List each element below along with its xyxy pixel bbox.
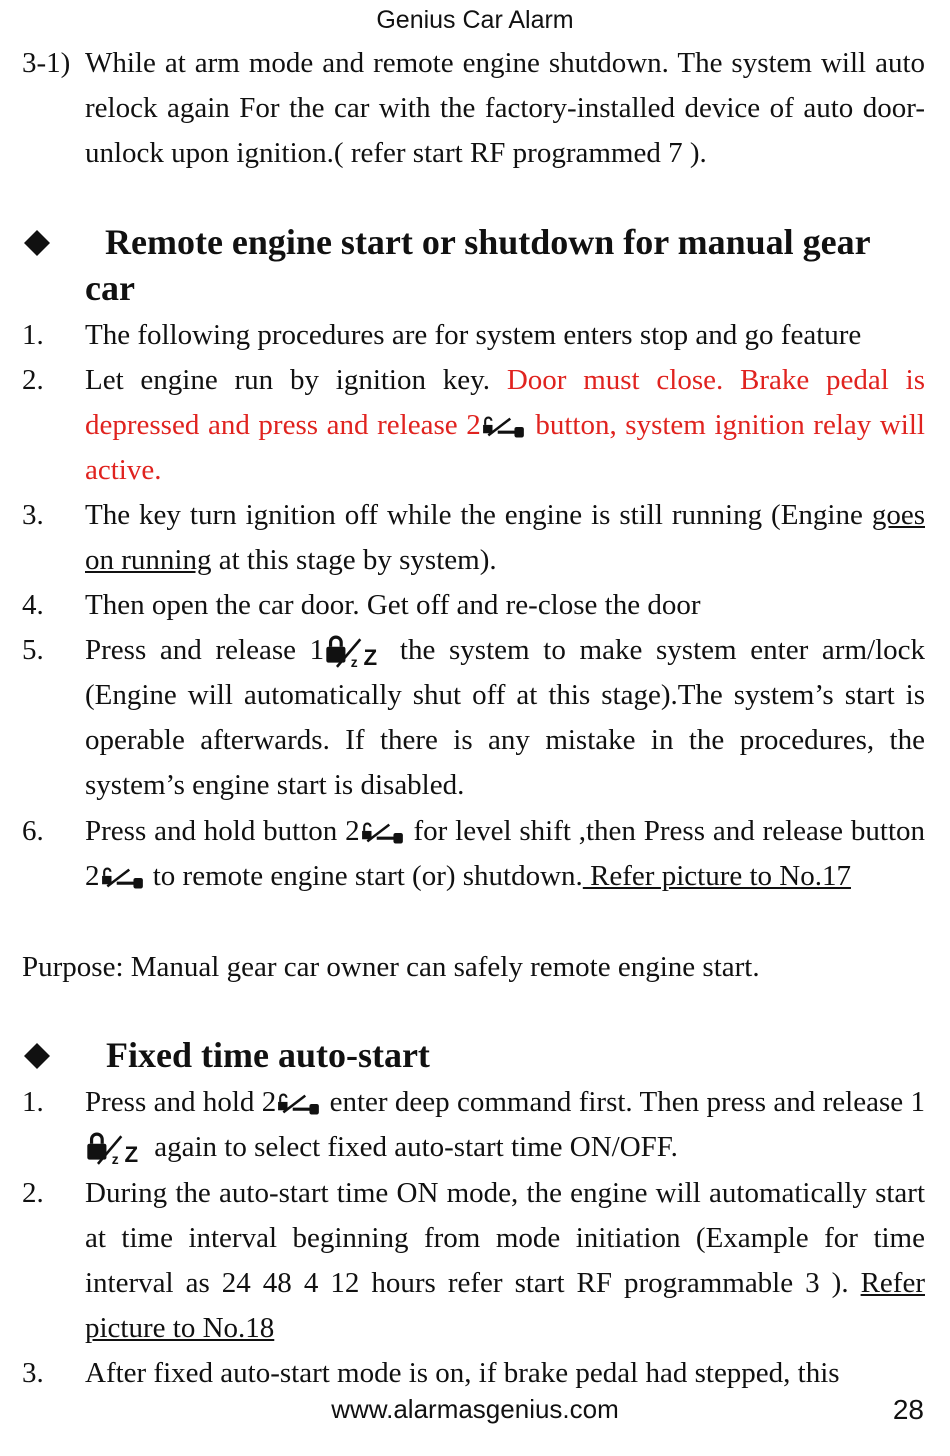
item-text: Press and hold button 2 for level shift ,then Press and release button 2 to remote engine start (or) shutdown. Refer picture to No.17 — [85, 815, 926, 892]
item-number: 1. — [22, 319, 44, 351]
lock-zz-icon — [324, 635, 386, 669]
lock-zz-icon — [85, 1132, 147, 1166]
diamond-bullet-icon — [24, 230, 50, 256]
remote-start-icon — [100, 866, 146, 890]
item-text: Press and hold 2 enter deep command first. Then press and release 1 again to select fixed auto-start time ON/OFF. — [85, 1080, 925, 1170]
warning-text: button, system ignition relay will active. — [85, 409, 925, 486]
remote-start-icon — [360, 821, 406, 845]
item-text: Press and release 1 the system to make system enter arm/lock (Engine will automatically shut off at this stage).The system’s start is operable afterwards. If there is any mistake in the procedures, the system’s engine start is disabled. — [85, 634, 925, 801]
item-number: 1. — [22, 1086, 44, 1118]
page-header: Genius Car Alarm — [376, 6, 574, 34]
item-number: 3. — [22, 499, 44, 531]
intro-paragraph — [0, 41, 950, 181]
footer-url: www.alarmasgenius.com — [331, 1394, 619, 1424]
item-number: 6. — [22, 815, 44, 847]
item-text: Then open the car door. Get off and re-close the door — [85, 589, 701, 621]
item-text: Let engine run by ignition key. Door must close. Brake pedal is depressed and press and release 2 button, system ignition relay will active. — [85, 364, 925, 486]
page-number: 28 — [892, 1394, 924, 1425]
remote-start-icon — [276, 1092, 322, 1116]
section-heading-remote-start: Remote engine start or shutdown for manual gear car — [85, 222, 870, 308]
diamond-bullet-icon — [24, 1043, 50, 1069]
picture-reference: Refer picture to No.17 — [582, 860, 851, 892]
item-number: 5. — [22, 634, 44, 666]
picture-reference: Refer picture to No.18 — [85, 1267, 925, 1344]
item-number: 2. — [22, 364, 44, 396]
item-number: 2. — [22, 1177, 44, 1209]
item-number: 4. — [22, 589, 44, 621]
remote-start-icon — [481, 415, 527, 439]
warning-text: Door must close. Brake pedal is depressed and press and release 2 — [85, 364, 925, 441]
item-text: The following procedures are for system enters stop and go feature — [85, 319, 862, 351]
item-number: 3. — [22, 1357, 44, 1389]
intro-number: 3-1) — [22, 47, 71, 79]
intro-text: While at arm mode and remote engine shutdown. The system will auto relock again For the car with the factory-installed device of auto door-unlock upon ignition.( refer start RF programmed 7 ). — [85, 47, 925, 169]
item-text: After fixed auto-start mode is on, if brake pedal had stepped, this — [85, 1357, 840, 1389]
item-text: During the auto-start time ON mode, the engine will automatically start at time interval beginning from mode initiation (Example for time interval as 24 48 4 12 hours refer start RF programmable 3 ). Refer picture to No.18 — [85, 1177, 925, 1344]
section-heading-fixed-time: Fixed time auto-start — [106, 1035, 430, 1075]
item-text: The key turn ignition off while the engine is still running (Engine goes on running at this stage by system). — [85, 499, 925, 576]
